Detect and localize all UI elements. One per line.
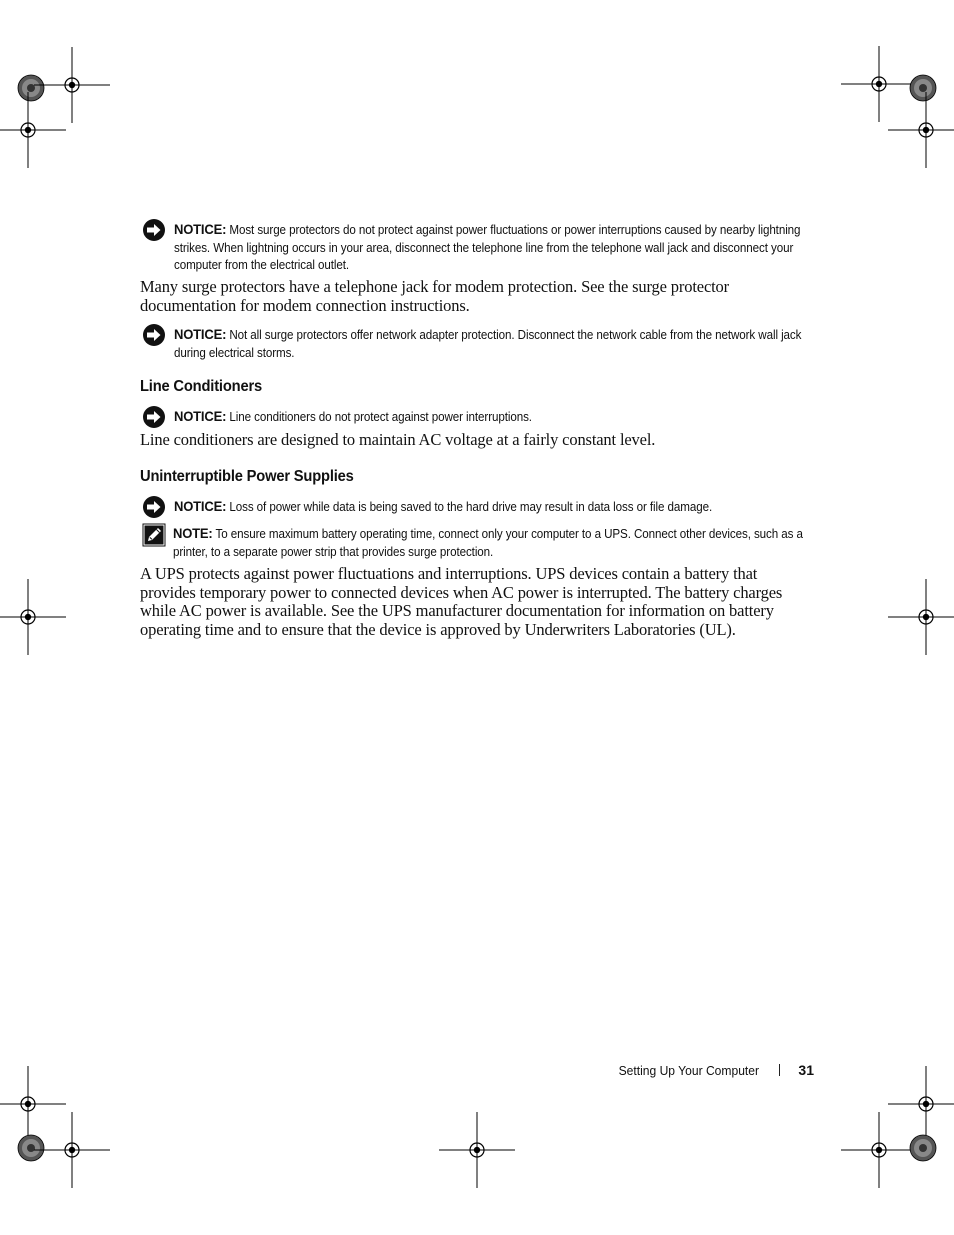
- notice-text: [174, 221, 816, 275]
- crosshair-mark: [0, 1066, 66, 1142]
- notice-text: [174, 326, 816, 362]
- notice-label: NOTICE:: [174, 326, 227, 342]
- note-body: To ensure maximum battery operating time, connect only your computer to a UPS. Connect other devices, such as a printer, to a separate power strip that provides surge protection.: [173, 527, 803, 559]
- crosshair-mark: [888, 1066, 954, 1142]
- notice-arrow-icon: [142, 218, 166, 242]
- crosshair-mark: [34, 47, 110, 123]
- paragraph-surge-modem: Many surge protectors have a telephone jack for modem protection. See the surge protector documentation for modem connection instructions.: [140, 277, 730, 315]
- paragraph-line-conditioners: Line conditioners are designed to maintain AC voltage at a fairly constant level.: [140, 430, 656, 449]
- notice-text: [174, 408, 816, 427]
- crosshair-mark: [888, 579, 954, 655]
- notice-body: Not all surge protectors offer network adapter protection. Disconnect the network cable from the network wall jack during electrical storms.: [174, 328, 802, 360]
- notice-data-loss: [140, 498, 816, 517]
- crosshair-mark: [34, 1112, 110, 1188]
- crosshair-mark: [0, 92, 66, 168]
- page-number: 31: [798, 1062, 814, 1078]
- crosshair-mark: [841, 46, 917, 122]
- notice-surge-lightning: [140, 221, 816, 275]
- notice-arrow-icon: [142, 323, 166, 347]
- page-footer: [608, 1062, 814, 1078]
- crosshair-mark: [439, 1112, 515, 1188]
- paragraph-ups: A UPS protects against power fluctuations and interruptions. UPS devices contain a battery that provides temporary power to connected devices when AC power is interrupted. The battery charges while AC power is available. See the UPS manufacturer documentation for information on battery operating time and to ensure that the device is approved by Underwriters Laboratories (UL).: [140, 564, 783, 639]
- crosshair-mark: [0, 579, 66, 655]
- footer-separator: [779, 1064, 780, 1076]
- notice-arrow-icon: [142, 405, 166, 429]
- notice-text: [174, 498, 816, 517]
- notice-body: Most surge protectors do not protect against power fluctuations or power interruptions caused by nearby lightning strikes. When lightning occurs in your area, disconnect the telephone line from the telephone wall jack and disconnect your computer from the electrical outlet.: [174, 223, 801, 272]
- notice-body: Line conditioners do not protect against power interruptions.: [229, 410, 532, 424]
- registration-star-mark: [18, 1135, 44, 1161]
- notice-arrow-icon: [142, 495, 166, 519]
- heading-ups: Uninterruptible Power Supplies: [140, 468, 354, 485]
- note-ups-battery: [140, 525, 816, 561]
- registration-star-mark: [910, 75, 936, 101]
- notice-line-conditioners: [140, 408, 816, 427]
- note-text: [173, 525, 815, 561]
- notice-network-adapter: [140, 326, 816, 362]
- note-pencil-icon: [142, 523, 166, 547]
- notice-label: NOTICE:: [174, 221, 227, 237]
- heading-line-conditioners: Line Conditioners: [140, 378, 263, 395]
- registration-star-mark: [910, 1135, 936, 1161]
- notice-body: Loss of power while data is being saved to the hard drive may result in data loss or file damage.: [229, 500, 713, 514]
- registration-star-mark: [18, 75, 44, 101]
- notice-label: NOTICE:: [174, 408, 227, 424]
- crosshair-mark: [888, 92, 954, 168]
- crosshair-mark: [841, 1112, 917, 1188]
- footer-section-title: Setting Up Your Computer: [618, 1062, 760, 1078]
- notice-label: NOTICE:: [174, 498, 227, 514]
- note-label: NOTE:: [173, 525, 213, 541]
